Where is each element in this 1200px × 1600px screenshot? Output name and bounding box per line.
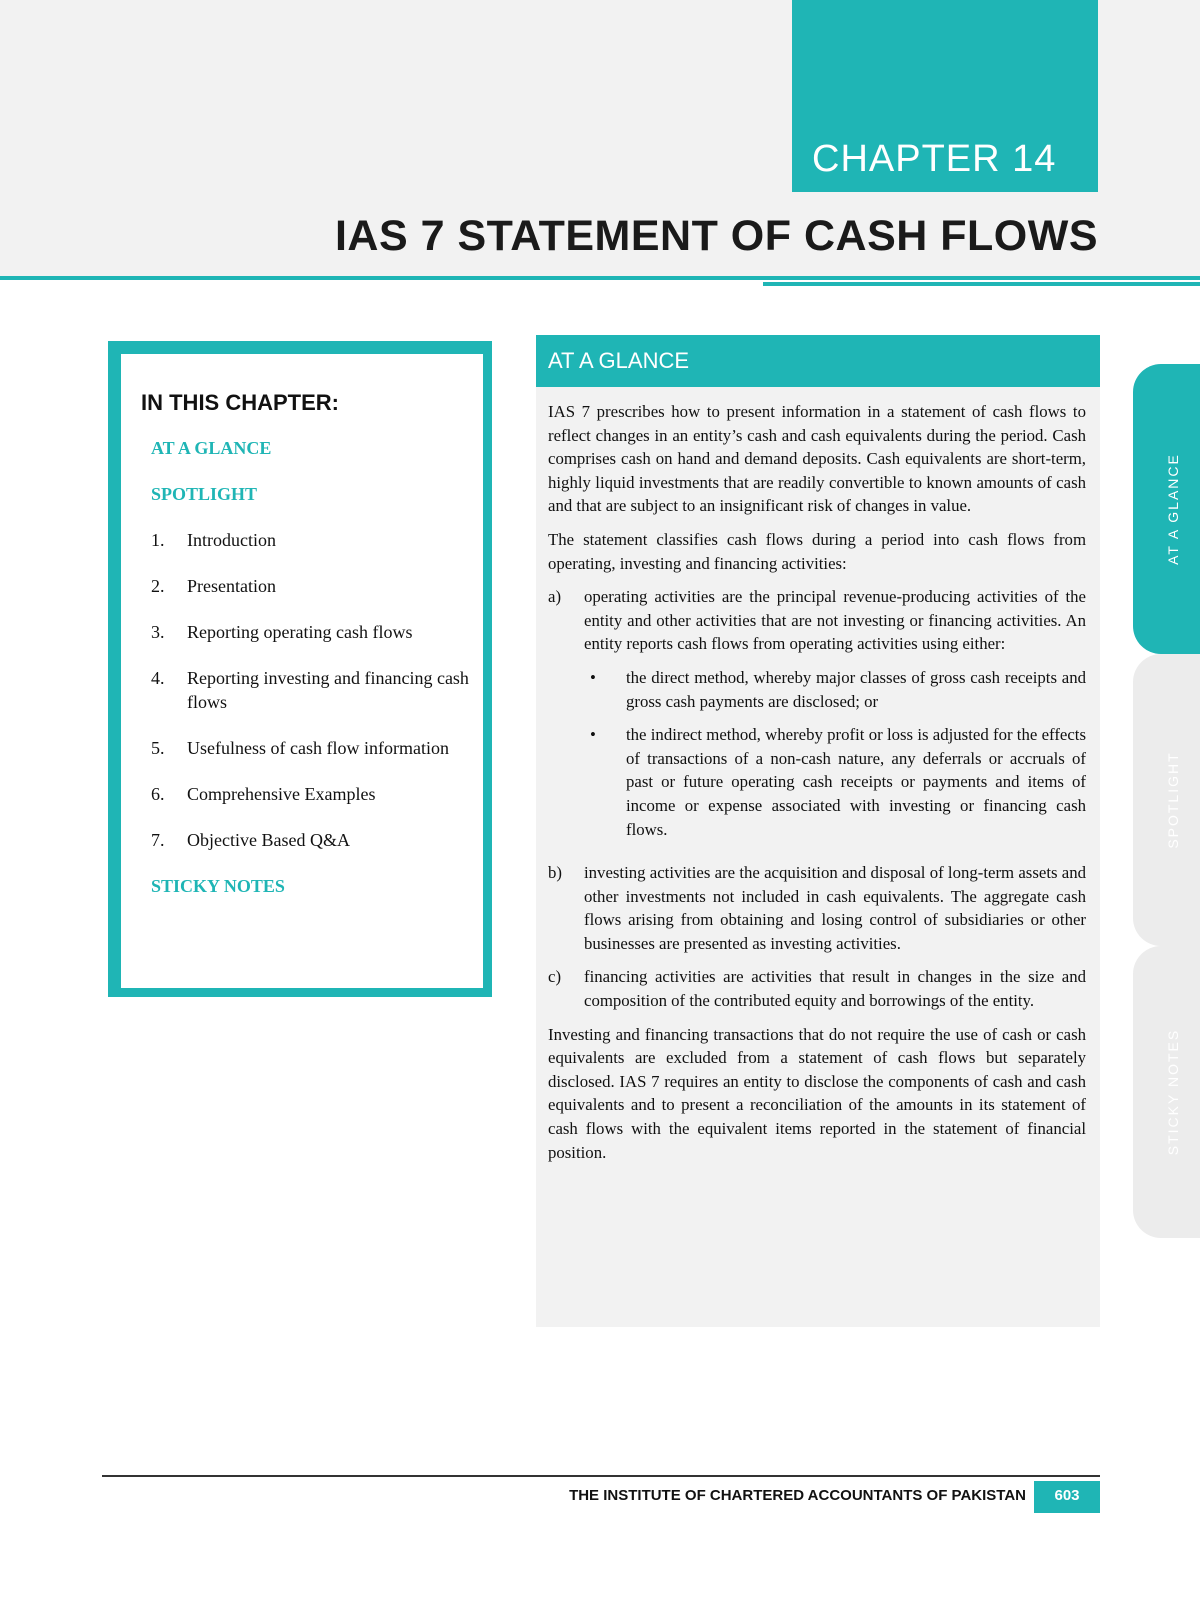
toc-item-investing-financing[interactable] <box>151 666 471 714</box>
tab-label: STICKY NOTES <box>1165 1028 1181 1156</box>
bullet-text: the indirect method, whereby profit or loss is adjusted for the effects of transactions of a non-cash nature, any deferrals or accruals of past or future operating cash receipts or payments and items of income or expense associated with investing or financing cash flows. <box>626 725 1086 839</box>
toc-item-examples[interactable] <box>151 782 471 806</box>
toc-list <box>151 436 471 920</box>
toc-item-label: STICKY NOTES <box>151 876 285 896</box>
toc-item-qa[interactable] <box>151 828 471 852</box>
tab-spotlight[interactable] <box>1133 654 1200 946</box>
tab-sticky-notes[interactable] <box>1133 946 1200 1238</box>
page-title: IAS 7 STATEMENT OF CASH FLOWS <box>334 212 1098 260</box>
toc-item-presentation[interactable] <box>151 574 471 598</box>
toc-item-number: 7. <box>151 830 165 850</box>
glance-item-a <box>548 585 1086 851</box>
tab-label: AT A GLANCE <box>1165 453 1181 565</box>
toc-item-number: 2. <box>151 576 165 596</box>
footer-institute: THE INSTITUTE OF CHARTERED ACCOUNTANTS OF PAKISTAN <box>569 1487 1026 1504</box>
item-label: b) <box>548 863 562 883</box>
header-divider-accent <box>763 282 1200 286</box>
toc-item-label: Introduction <box>187 530 276 550</box>
footer-divider <box>102 1475 1100 1477</box>
page-number: 603 <box>1054 1487 1080 1504</box>
toc-item-number: 6. <box>151 784 165 804</box>
item-text: financing activities are activities that result in changes in the size and composition of the contributed equity and borrowings of the entity. <box>584 967 1086 1011</box>
toc-item-label: Objective Based Q&A <box>187 830 350 850</box>
item-text: operating activities are the principal revenue-producing activities of the entity and other activities that are not investing or financing activities. An entity reports cash flows from operating activities using either: <box>584 587 1086 654</box>
glance-title: AT A GLANCE <box>548 348 690 373</box>
chapter-label: CHAPTER 14 <box>812 138 1057 180</box>
toc-item-usefulness[interactable] <box>151 736 471 760</box>
toc-box <box>116 349 488 993</box>
glance-bullet-direct <box>584 666 1086 713</box>
toc-item-operating[interactable] <box>151 620 471 644</box>
bullet-icon: • <box>590 725 596 745</box>
glance-paragraph-3: Investing and financing transactions that do not require the use of cash or cash equivalents are excluded from a statement of cash flows but separately disclosed. IAS 7 requires an entity to disclose the components of cash and cash equivalents and to present a reconciliation of the amounts in its statement of cash flows with the equivalent items reported in the statement of financial position. <box>548 1024 1086 1162</box>
toc-item-label: Presentation <box>187 576 276 596</box>
glance-item-b <box>548 861 1086 955</box>
toc-item-at-a-glance[interactable] <box>151 436 471 460</box>
bullet-icon: • <box>590 667 596 687</box>
toc-item-label: Comprehensive Examples <box>187 784 376 804</box>
toc-item-label: Usefulness of cash flow information <box>187 738 449 758</box>
item-label: a) <box>548 587 562 607</box>
item-label: c) <box>548 967 562 987</box>
toc-item-number: 1. <box>151 530 165 550</box>
toc-item-label: Reporting operating cash flows <box>187 622 413 642</box>
glance-paragraph-1: IAS 7 prescribes how to present information in a statement of cash flows to reflect changes in an entity’s cash and cash equivalents during the period. Cash comprises cash on hand and demand deposits. Cash equivalents are short-term, highly liquid investments that are readily convertible to known amounts of cash and that are subject to an insignificant risk of changes in value. <box>548 402 1086 516</box>
toc-item-label: AT A GLANCE <box>151 438 272 458</box>
header-divider <box>0 276 1200 280</box>
tab-at-a-glance[interactable] <box>1133 364 1200 654</box>
toc-heading: IN THIS CHAPTER: <box>141 390 339 415</box>
glance-paragraph-2: The statement classifies cash flows during a period into cash flows from operating, investing and financing activities: <box>548 529 1086 573</box>
bullet-text: the direct method, whereby major classes of gross cash receipts and gross cash payments are disclosed; or <box>626 667 1086 711</box>
toc-item-spotlight[interactable] <box>151 482 471 506</box>
tab-label: SPOTLIGHT <box>1165 751 1181 849</box>
toc-item-label: Reporting investing and financing cash flows <box>187 668 469 712</box>
toc-item-label: SPOTLIGHT <box>151 484 258 504</box>
glance-item-c <box>548 965 1086 1012</box>
glance-bullet-indirect <box>584 723 1086 841</box>
toc-item-number: 5. <box>151 738 165 758</box>
toc-item-number: 4. <box>151 668 165 688</box>
glance-body <box>548 400 1086 1174</box>
item-text: investing activities are the acquisition and disposal of long-term assets and other investments not included in cash equivalents. The aggregate cash flows arising from obtaining and losing control of subsidiaries or other businesses are presented as investing activities. <box>584 863 1086 953</box>
toc-item-number: 3. <box>151 622 165 642</box>
toc-item-sticky-notes[interactable] <box>151 874 471 898</box>
toc-item-introduction[interactable] <box>151 528 471 552</box>
